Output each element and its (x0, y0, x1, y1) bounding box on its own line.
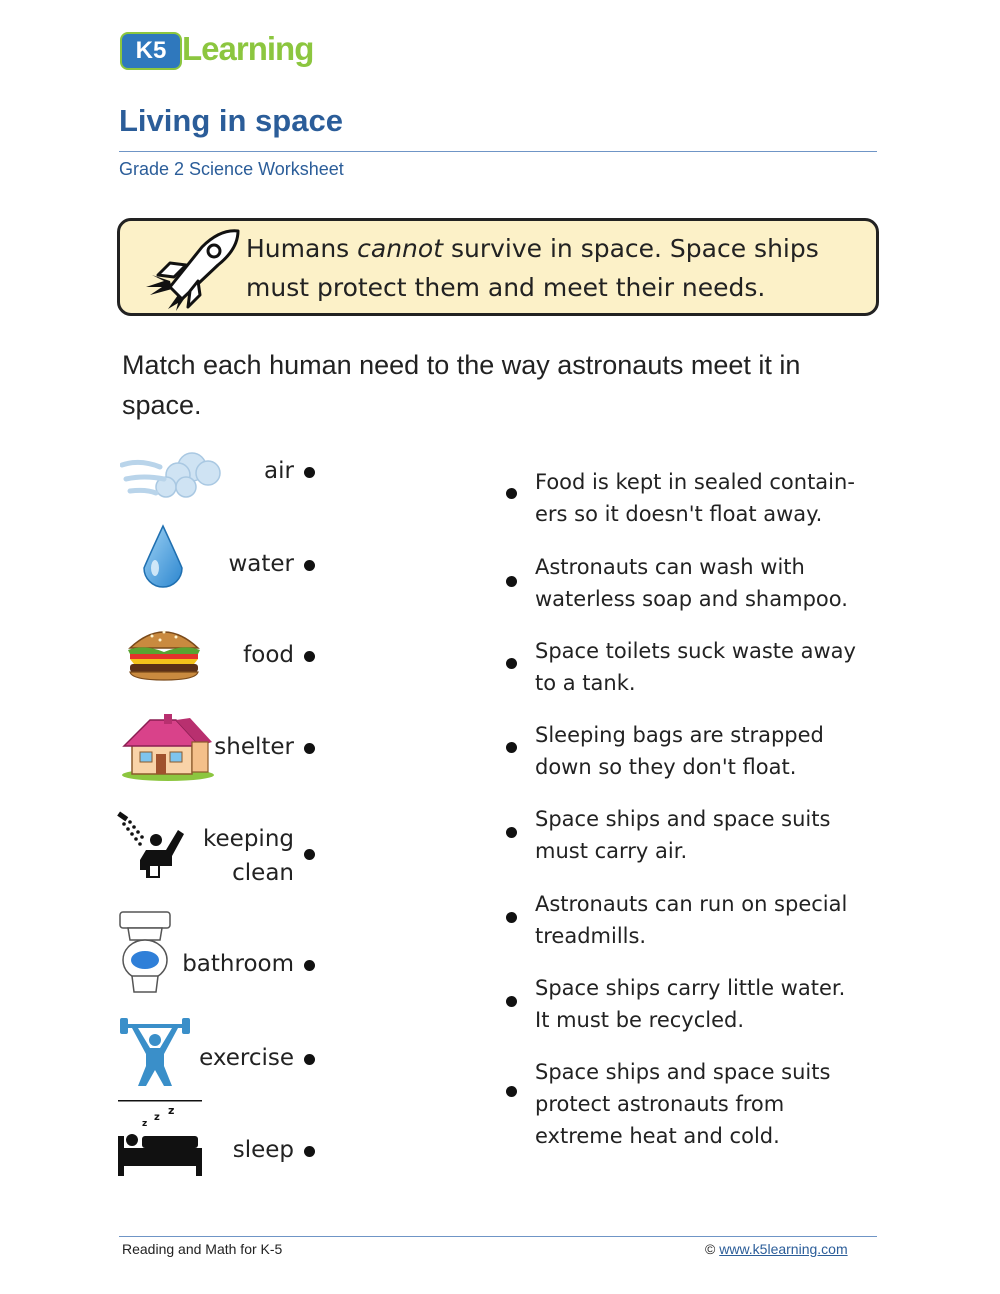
info-box (117, 218, 879, 316)
way-line: Space toilets suck waste away (535, 639, 856, 663)
way-dot-sleep[interactable] (506, 742, 517, 753)
need-label-water: water (228, 551, 294, 577)
way-line: down so they don't float. (535, 755, 797, 779)
need-label-clean: clean (232, 860, 294, 886)
need-label-keeping: keeping (203, 826, 294, 852)
way-dot-exercise[interactable] (506, 912, 517, 923)
way-text-food (535, 466, 880, 530)
logo-k5-badge: K5 (120, 32, 182, 70)
way-dot-food[interactable] (506, 488, 517, 499)
need-label-air: air (264, 458, 294, 484)
need-dot-keeping-clean[interactable] (304, 849, 315, 860)
need-label-shelter: shelter (214, 734, 294, 760)
way-text-air (535, 803, 880, 867)
svg-text:z: z (154, 1112, 160, 1123)
page-title: Living in space (119, 103, 343, 138)
info-text (246, 229, 866, 307)
page-subtitle: Grade 2 Science Worksheet (119, 159, 344, 179)
way-line: protect astronauts from (535, 1092, 785, 1116)
way-text-shelter (535, 1056, 880, 1152)
way-text-toilet (535, 635, 880, 699)
water-drop-icon (138, 524, 188, 594)
instruction-text: Match each human need to the way astronauts meet it in space. (122, 350, 801, 420)
way-text-sleep (535, 719, 880, 783)
way-text-water (535, 972, 880, 1036)
way-line: Astronauts can wash with (535, 555, 805, 579)
need-dot-water[interactable] (304, 560, 315, 571)
title-divider (119, 151, 877, 152)
way-dot-wash[interactable] (506, 576, 517, 587)
bed-icon (116, 1098, 202, 1178)
footer-divider (119, 1236, 877, 1237)
way-line: Space ships and space suits (535, 807, 831, 831)
info-text-end: survive in space. Space ships must protect them and meet their needs. (246, 234, 819, 302)
way-line: Space ships and space suits (535, 1060, 831, 1084)
need-label-exercise: exercise (199, 1045, 294, 1071)
svg-text:z: z (142, 1119, 148, 1129)
way-line: to a tank. (535, 671, 636, 695)
way-line: Sleeping bags are strapped (535, 723, 824, 747)
svg-text:z: z (168, 1104, 175, 1117)
way-line: waterless soap and shampoo. (535, 587, 848, 611)
need-dot-food[interactable] (304, 651, 315, 662)
way-dot-toilet[interactable] (506, 658, 517, 669)
way-dot-air[interactable] (506, 827, 517, 838)
footer-copyright (705, 1241, 848, 1257)
way-line: Food is kept in sealed contain- (535, 470, 855, 494)
info-text-start: Humans (246, 234, 358, 263)
need-dot-bathroom[interactable] (304, 960, 315, 971)
way-dot-water[interactable] (506, 996, 517, 1007)
need-label-food: food (243, 642, 294, 668)
logo-wordmark: Learning (182, 30, 314, 67)
need-label-bathroom: bathroom (182, 951, 294, 977)
burger-icon (124, 622, 204, 682)
way-dot-shelter[interactable] (506, 1086, 517, 1097)
way-text-exercise (535, 888, 880, 952)
footer-tagline: Reading and Math for K-5 (122, 1241, 283, 1257)
need-label-sleep: sleep (232, 1137, 294, 1163)
way-line: extreme heat and cold. (535, 1124, 780, 1148)
rocket-icon (142, 225, 242, 311)
need-dot-shelter[interactable] (304, 743, 315, 754)
way-text-wash (535, 551, 880, 615)
need-dot-exercise[interactable] (304, 1054, 315, 1065)
way-line: Space ships carry little water. (535, 976, 846, 1000)
info-text-emphasis: cannot (357, 234, 443, 263)
need-dot-sleep[interactable] (304, 1146, 315, 1157)
need-dot-air[interactable] (304, 467, 315, 478)
copyright-symbol: © (705, 1241, 716, 1257)
footer-link[interactable]: www.k5learning.com (719, 1241, 848, 1257)
way-line: ers so it doesn't float away. (535, 502, 823, 526)
way-line: treadmills. (535, 924, 647, 948)
way-line: It must be recycled. (535, 1008, 745, 1032)
k5-learning-logo (120, 22, 340, 78)
way-line: must carry air. (535, 839, 688, 863)
way-line: Astronauts can run on special (535, 892, 848, 916)
